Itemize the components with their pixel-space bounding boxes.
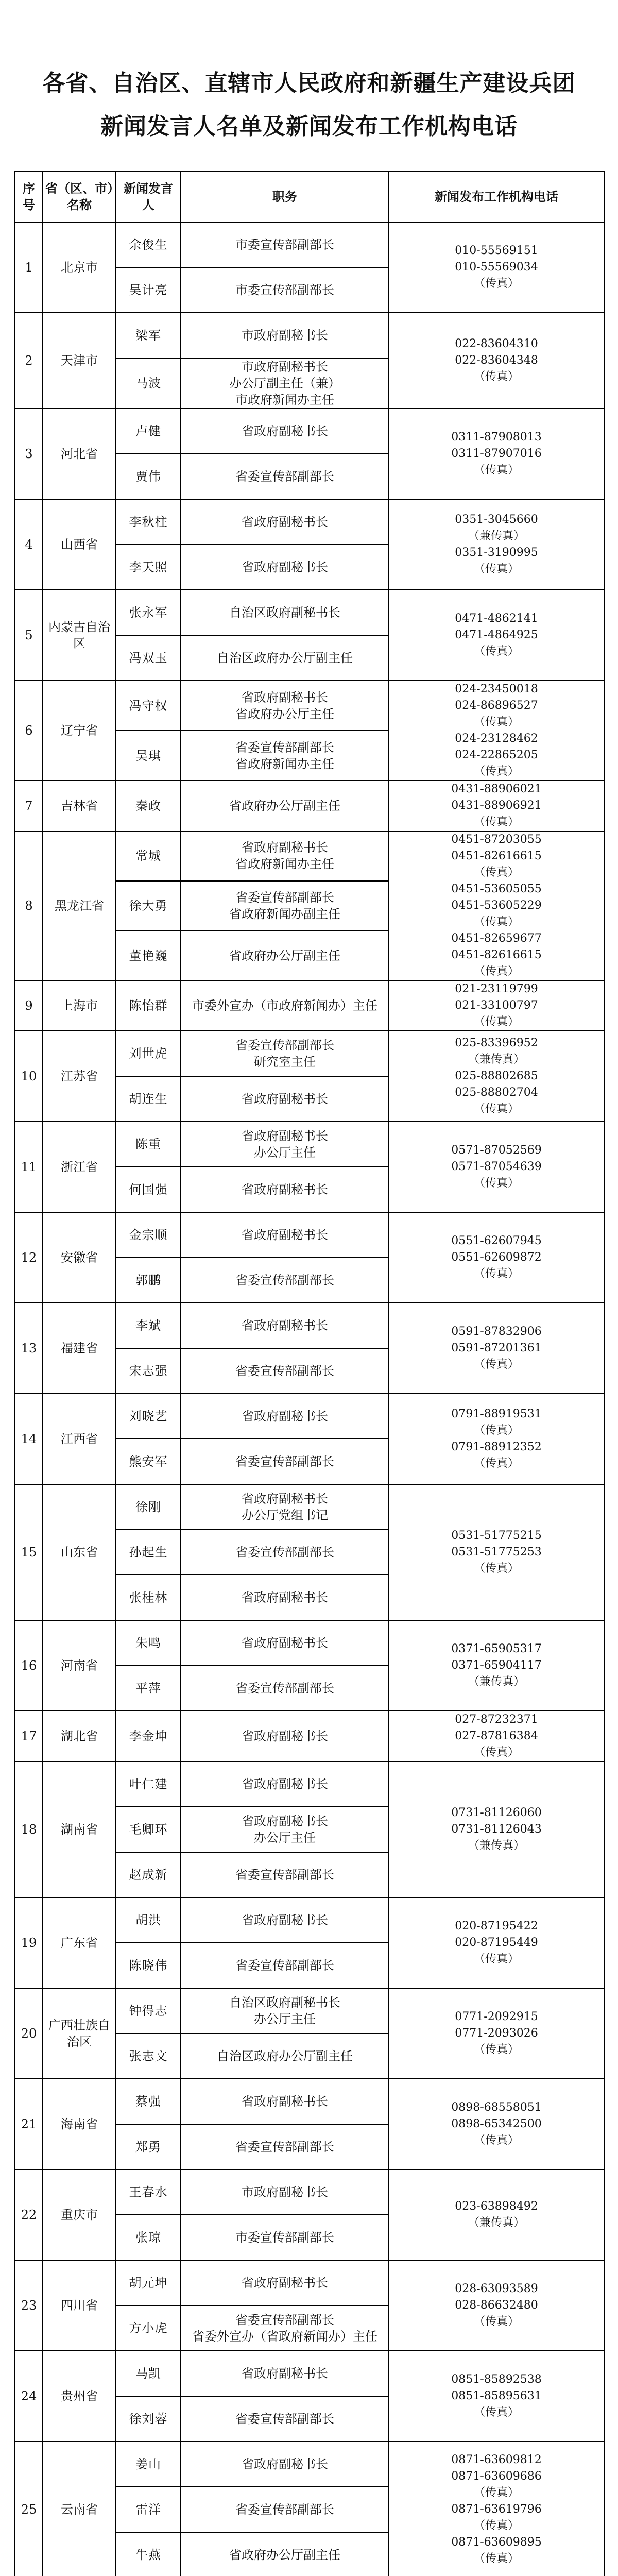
- press-office-phone: 0871-63609812 0871-63609686 （传真） 0871-63619796 （传真） 0871-63609895 （传真）: [389, 2442, 604, 2576]
- spokesperson-name: 马凯: [116, 2351, 181, 2396]
- row-index: 7: [15, 781, 43, 831]
- table-row: [15, 831, 604, 881]
- press-office-phone: 023-63898492 （兼传真）: [389, 2170, 604, 2260]
- header-province: 省（区、市）名称: [43, 172, 116, 222]
- spokesperson-name: 雷洋: [116, 2487, 181, 2532]
- spokesperson-name: 叶仁建: [116, 1761, 181, 1807]
- position-title: 省委宣传部副部长: [181, 1348, 389, 1394]
- spokesperson-name: 常城: [116, 831, 181, 881]
- table-row: [15, 499, 604, 545]
- row-index: 4: [15, 499, 43, 590]
- row-index: 19: [15, 1897, 43, 1988]
- row-index: 2: [15, 313, 43, 409]
- table-row: [15, 2170, 604, 2215]
- position-title: 省委宣传部副部长: [181, 2487, 389, 2532]
- position-title: 省政府副秘书长: [181, 1303, 389, 1348]
- press-office-phone: 0571-87052569 0571-87054639 （传真）: [389, 1122, 604, 1212]
- press-office-phone: 0731-81126060 0731-81126043 （兼传真）: [389, 1761, 604, 1897]
- province-name: 贵州省: [43, 2351, 116, 2442]
- press-office-phone: 0471-4862141 0471-4864925 （传真）: [389, 590, 604, 681]
- table-row: [15, 1711, 604, 1761]
- position-title: 省委宣传部副部长 省政府新闻办主任: [181, 731, 389, 781]
- province-name: 江西省: [43, 1394, 116, 1484]
- position-title: 自治区政府办公厅副主任: [181, 635, 389, 681]
- press-office-phone: 0591-87832906 0591-87201361 （传真）: [389, 1303, 604, 1394]
- position-title: 市委宣传部副部长: [181, 222, 389, 267]
- spokesperson-table: [14, 171, 605, 2576]
- position-title: 省政府副秘书长: [181, 2260, 389, 2306]
- position-title: 省委宣传部副部长: [181, 1943, 389, 1988]
- press-office-phone: 025-83396952 （兼传真） 025-88802685 025-88802704 （传真）: [389, 1031, 604, 1122]
- province-name: 山东省: [43, 1484, 116, 1620]
- spokesperson-name: 冯双玉: [116, 635, 181, 681]
- row-index: 15: [15, 1484, 43, 1620]
- position-title: 省政府副秘书长 省政府新闻办主任: [181, 831, 389, 881]
- spokesperson-name: 钟得志: [116, 1988, 181, 2033]
- press-office-phone: 0771-2092915 0771-2093026 （传真）: [389, 1988, 604, 2079]
- position-title: 省委宣传部副部长 省政府新闻办副主任: [181, 881, 389, 931]
- spokesperson-name: 赵成新: [116, 1852, 181, 1897]
- table-row: [15, 590, 604, 635]
- province-name: 湖南省: [43, 1761, 116, 1897]
- province-name: 湖北省: [43, 1711, 116, 1761]
- spokesperson-name: 马波: [116, 358, 181, 409]
- spokesperson-name: 陈怡群: [116, 980, 181, 1031]
- table-row: [15, 1212, 604, 1258]
- table-row: [15, 781, 604, 831]
- page-title: [0, 62, 618, 148]
- province-name: 内蒙古自治区: [43, 590, 116, 681]
- position-title: 省政府副秘书长: [181, 499, 389, 545]
- spokesperson-name: 吴琪: [116, 731, 181, 781]
- header-index: 序号: [15, 172, 43, 222]
- spokesperson-name: 熊安军: [116, 1439, 181, 1484]
- province-name: 四川省: [43, 2260, 116, 2351]
- spokesperson-name: 贾伟: [116, 454, 181, 499]
- spokesperson-name: 郭鹏: [116, 1258, 181, 1303]
- province-name: 江苏省: [43, 1031, 116, 1122]
- position-title: 省委宣传部副部长: [181, 2396, 389, 2442]
- spokesperson-name: 张永军: [116, 590, 181, 635]
- press-office-phone: 0311-87908013 0311-87907016 （传真）: [389, 409, 604, 499]
- row-index: 18: [15, 1761, 43, 1897]
- press-office-phone: 010-55569151 010-55569034 （传真）: [389, 222, 604, 313]
- province-name: 云南省: [43, 2442, 116, 2576]
- table-row: [15, 2079, 604, 2124]
- spokesperson-name: 王春水: [116, 2170, 181, 2215]
- row-index: 22: [15, 2170, 43, 2260]
- position-title: 自治区政府办公厅副主任: [181, 2033, 389, 2079]
- position-title: 省政府办公厅副主任: [181, 930, 389, 980]
- province-name: 北京市: [43, 222, 116, 313]
- table-row: [15, 1303, 604, 1348]
- position-title: 省政府副秘书长: [181, 2351, 389, 2396]
- press-office-phone: 024-23450018 024-86896527 （传真） 024-23128462 024-22865205 （传真）: [389, 681, 604, 781]
- spokesperson-name: 郑勇: [116, 2124, 181, 2170]
- position-title: 省政府副秘书长: [181, 409, 389, 454]
- spokesperson-name: 余俊生: [116, 222, 181, 267]
- table-row: [15, 1122, 604, 1167]
- position-title: 省委宣传部副部长: [181, 454, 389, 499]
- position-title: 省政府副秘书长 办公厅主任: [181, 1122, 389, 1167]
- province-name: 安徽省: [43, 1212, 116, 1303]
- spokesperson-name: 张琼: [116, 2215, 181, 2260]
- position-title: 市政府副秘书长 办公厅副主任（兼） 市政府新闻办主任: [181, 358, 389, 409]
- position-title: 省政府副秘书长: [181, 1761, 389, 1807]
- press-office-phone: 022-83604310 022-83604348 （传真）: [389, 313, 604, 409]
- row-index: 20: [15, 1988, 43, 2079]
- position-title: 省政府办公厅副主任: [181, 781, 389, 831]
- province-name: 重庆市: [43, 2170, 116, 2260]
- position-title: 省委宣传部副部长: [181, 1258, 389, 1303]
- row-index: 17: [15, 1711, 43, 1761]
- spokesperson-name: 徐大勇: [116, 881, 181, 931]
- position-title: 省委宣传部副部长: [181, 2124, 389, 2170]
- row-index: 8: [15, 831, 43, 980]
- press-office-phone: 0531-51775215 0531-51775253 （传真）: [389, 1484, 604, 1620]
- spokesperson-name: 张桂林: [116, 1575, 181, 1620]
- spokesperson-name: 陈重: [116, 1122, 181, 1167]
- row-index: 9: [15, 980, 43, 1031]
- province-name: 福建省: [43, 1303, 116, 1394]
- spokesperson-name: 董艳巍: [116, 930, 181, 980]
- press-office-phone: 0351-3045660 （兼传真） 0351-3190995 （传真）: [389, 499, 604, 590]
- table-row: [15, 1031, 604, 1076]
- table-row: [15, 681, 604, 731]
- press-office-phone: 020-87195422 020-87195449 （传真）: [389, 1897, 604, 1988]
- title-line-1: 各省、自治区、直辖市人民政府和新疆生产建设兵团: [42, 70, 576, 96]
- press-office-phone: 028-63093589 028-86632480 （传真）: [389, 2260, 604, 2351]
- spokesperson-name: 冯守权: [116, 681, 181, 731]
- table-row: [15, 1394, 604, 1439]
- spokesperson-name: 刘晓艺: [116, 1394, 181, 1439]
- spokesperson-name: 宋志强: [116, 1348, 181, 1394]
- row-index: 10: [15, 1031, 43, 1122]
- position-title: 省政府副秘书长 办公厅党组书记: [181, 1484, 389, 1530]
- spokesperson-name: 毛卿环: [116, 1807, 181, 1852]
- position-title: 省委宣传部副部长: [181, 1852, 389, 1897]
- table-header-row: [15, 172, 604, 222]
- press-office-phone: 0451-87203055 0451-82616615 （传真） 0451-53605055 0451-53605229 （传真） 0451-82659677 0451-82616615 （传真）: [389, 831, 604, 980]
- press-office-phone: 021-23119799 021-33100797 （传真）: [389, 980, 604, 1031]
- position-title: 省政府副秘书长 省政府办公厅主任: [181, 681, 389, 731]
- header-phone: 新闻发布工作机构电话: [389, 172, 604, 222]
- row-index: 23: [15, 2260, 43, 2351]
- spokesperson-name: 李天照: [116, 545, 181, 590]
- row-index: 25: [15, 2442, 43, 2576]
- province-name: 山西省: [43, 499, 116, 590]
- table-row: [15, 2260, 604, 2306]
- table-body: [15, 222, 604, 2576]
- spokesperson-name: 秦政: [116, 781, 181, 831]
- row-index: 6: [15, 681, 43, 781]
- press-office-phone: 0898-68558051 0898-65342500 （传真）: [389, 2079, 604, 2170]
- table-row: [15, 1988, 604, 2033]
- position-title: 省政府副秘书长: [181, 1167, 389, 1212]
- spokesperson-name: 卢健: [116, 409, 181, 454]
- spokesperson-name: 徐刚: [116, 1484, 181, 1530]
- position-title: 市政府副秘书长: [181, 313, 389, 358]
- press-office-phone: 0851-85892538 0851-85895631 （传真）: [389, 2351, 604, 2442]
- province-name: 浙江省: [43, 1122, 116, 1212]
- position-title: 省委宣传部副部长 省委外宣办（省政府新闻办）主任: [181, 2306, 389, 2351]
- table-row: [15, 1761, 604, 1807]
- province-name: 天津市: [43, 313, 116, 409]
- position-title: 省政府副秘书长: [181, 1897, 389, 1943]
- row-index: 13: [15, 1303, 43, 1394]
- spokesperson-name: 孙起生: [116, 1530, 181, 1575]
- position-title: 省委宣传部副部长 研究室主任: [181, 1031, 389, 1076]
- spokesperson-name: 李金坤: [116, 1711, 181, 1761]
- spokesperson-name: 徐刘蓉: [116, 2396, 181, 2442]
- position-title: 省政府副秘书长: [181, 1212, 389, 1258]
- spokesperson-name: 金宗顺: [116, 1212, 181, 1258]
- title-line-2: 新闻发言人名单及新闻发布工作机构电话: [100, 113, 518, 140]
- position-title: 省政府副秘书长: [181, 2079, 389, 2124]
- press-office-phone: 0791-88919531 （传真） 0791-88912352 （传真）: [389, 1394, 604, 1484]
- spokesperson-name: 姜山: [116, 2442, 181, 2487]
- position-title: 市政府副秘书长: [181, 2170, 389, 2215]
- header-spokesperson: 新闻发言人: [116, 172, 181, 222]
- position-title: 省政府副秘书长: [181, 1076, 389, 1122]
- position-title: 市委宣传部副部长: [181, 267, 389, 313]
- province-name: 上海市: [43, 980, 116, 1031]
- province-name: 河北省: [43, 409, 116, 499]
- spokesperson-name: 牛燕: [116, 2532, 181, 2576]
- spokesperson-name: 梁军: [116, 313, 181, 358]
- table-row: [15, 409, 604, 454]
- position-title: 省政府副秘书长: [181, 1575, 389, 1620]
- spokesperson-name: 朱鸣: [116, 1620, 181, 1666]
- province-name: 黑龙江省: [43, 831, 116, 980]
- spokesperson-name: 李秋柱: [116, 499, 181, 545]
- spokesperson-name: 何国强: [116, 1167, 181, 1212]
- press-office-phone: 0551-62607945 0551-62609872 （传真）: [389, 1212, 604, 1303]
- position-title: 省政府副秘书长: [181, 2442, 389, 2487]
- spokesperson-name: 方小虎: [116, 2306, 181, 2351]
- province-name: 海南省: [43, 2079, 116, 2170]
- position-title: 省政府副秘书长: [181, 1620, 389, 1666]
- row-index: 24: [15, 2351, 43, 2442]
- position-title: 省委宣传部副部长: [181, 1666, 389, 1711]
- table-row: [15, 1484, 604, 1530]
- press-office-phone: 0371-65905317 0371-65904117 （兼传真）: [389, 1620, 604, 1711]
- spokesperson-name: 陈晓伟: [116, 1943, 181, 1988]
- position-title: 自治区政府副秘书长: [181, 590, 389, 635]
- spokesperson-name: 张志文: [116, 2033, 181, 2079]
- press-office-phone: 027-87232371 027-87816384 （传真）: [389, 1711, 604, 1761]
- position-title: 省政府副秘书长 办公厅主任: [181, 1807, 389, 1852]
- table-row: [15, 1620, 604, 1666]
- province-name: 广西壮族自治区: [43, 1988, 116, 2079]
- province-name: 吉林省: [43, 781, 116, 831]
- spokesperson-name: 蔡强: [116, 2079, 181, 2124]
- row-index: 21: [15, 2079, 43, 2170]
- position-title: 市委外宣办（市政府新闻办）主任: [181, 980, 389, 1031]
- table-row: [15, 2351, 604, 2396]
- spokesperson-name: 平萍: [116, 1666, 181, 1711]
- position-title: 省政府办公厅副主任: [181, 2532, 389, 2576]
- row-index: 14: [15, 1394, 43, 1484]
- table-row: [15, 980, 604, 1031]
- spokesperson-name: 刘世虎: [116, 1031, 181, 1076]
- position-title: 省委宣传部副部长: [181, 1439, 389, 1484]
- position-title: 自治区政府副秘书长 办公厅主任: [181, 1988, 389, 2033]
- press-office-phone: 0431-88906021 0431-88906921 （传真）: [389, 781, 604, 831]
- table-row: [15, 222, 604, 267]
- row-index: 1: [15, 222, 43, 313]
- row-index: 3: [15, 409, 43, 499]
- spokesperson-name: 胡连生: [116, 1076, 181, 1122]
- spokesperson-name: 吴计亮: [116, 267, 181, 313]
- header-position: 职务: [181, 172, 389, 222]
- position-title: 省政府副秘书长: [181, 545, 389, 590]
- row-index: 5: [15, 590, 43, 681]
- position-title: 省政府副秘书长: [181, 1711, 389, 1761]
- province-name: 河南省: [43, 1620, 116, 1711]
- table-row: [15, 2442, 604, 2487]
- row-index: 16: [15, 1620, 43, 1711]
- position-title: 省政府副秘书长: [181, 1394, 389, 1439]
- position-title: 市委宣传部副部长: [181, 2215, 389, 2260]
- table-row: [15, 1897, 604, 1943]
- spokesperson-name: 李斌: [116, 1303, 181, 1348]
- table-row: [15, 313, 604, 358]
- spokesperson-name: 胡元坤: [116, 2260, 181, 2306]
- row-index: 11: [15, 1122, 43, 1212]
- position-title: 省委宣传部副部长: [181, 1530, 389, 1575]
- province-name: 广东省: [43, 1897, 116, 1988]
- row-index: 12: [15, 1212, 43, 1303]
- province-name: 辽宁省: [43, 681, 116, 781]
- spokesperson-name: 胡洪: [116, 1897, 181, 1943]
